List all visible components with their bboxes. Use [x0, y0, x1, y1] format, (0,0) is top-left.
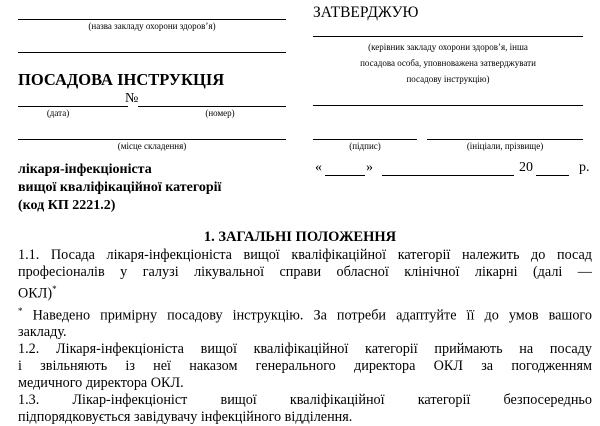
institution-line-2	[18, 52, 286, 53]
initials-caption: (ініціали, прізвище)	[466, 141, 544, 151]
day-line	[325, 175, 365, 176]
number-line	[138, 106, 286, 107]
p2-line-3: медичного директора ОКЛ.	[18, 375, 184, 392]
approver-caption-3: посадову інструкцію)	[406, 74, 490, 84]
p1-line-3	[18, 281, 592, 303]
year-line	[536, 175, 569, 176]
section-body	[18, 247, 592, 426]
place-caption: (місце складення)	[117, 141, 187, 151]
paragraph-2	[18, 341, 592, 392]
section-heading: 1. ЗАГАЛЬНІ ПОЛОЖЕННЯ	[203, 229, 397, 245]
approver-line	[313, 36, 583, 37]
p1-line-1: 1.1. Посада лікаря-інфекціоніста вищої кваліфікаційної категорії належить до посад	[18, 247, 592, 263]
p1-footnote-mark: *	[52, 284, 57, 294]
number-caption: (номер)	[205, 108, 235, 118]
approver-caption-2: посадова особа, уповноважена затверджувати	[360, 58, 536, 68]
p3-line-1: 1.3. Лікар-інфекціоніст вищої кваліфікаційної категорії безпосередньо	[18, 392, 592, 409]
footnote	[18, 303, 592, 342]
footnote-line-2: закладу.	[18, 324, 67, 341]
p1-line-2: професіоналів у галузі лікувальної справи обласної клінічної лікарні (далі —	[18, 264, 592, 280]
position-line-3: (код КП 2221.2)	[18, 198, 116, 213]
position-line-1: лікаря-інфекціоніста	[18, 162, 152, 177]
p3-line-2: підпорядковується завідувачу інфекційного відділення.	[18, 409, 353, 426]
position-line-2: вищої кваліфікаційної категорії	[18, 180, 222, 195]
date-close-quote: »	[366, 160, 373, 175]
approver-caption	[313, 39, 583, 87]
month-line	[382, 175, 514, 176]
institution-caption: (назва закладу охорони здоров’я)	[88, 21, 216, 31]
approve-label: ЗАТВЕРДЖУЮ	[313, 4, 419, 21]
paragraph-3	[18, 392, 592, 426]
p2-line-2: і звільняють із неї наказом генерального директора ОКЛ за погодженням	[18, 358, 592, 375]
year-suffix: р.	[579, 160, 590, 175]
signature-line	[313, 139, 417, 140]
date-open-quote: «	[315, 160, 322, 175]
approver-caption-1: (керівник закладу охорони здоров’я, інша	[368, 42, 528, 52]
p2-line-1: 1.2. Лікаря-інфекціоніста вищої кваліфікаційної категорії приймають на посаду	[18, 341, 592, 358]
paragraph-1	[18, 247, 592, 303]
footnote-line-1	[18, 303, 592, 325]
position-title	[18, 161, 221, 215]
initials-line	[427, 139, 583, 140]
date-caption: (дата)	[46, 108, 70, 118]
year-prefix: 20	[519, 160, 533, 175]
number-sign: №	[125, 91, 139, 106]
document-title: ПОСАДОВА ІНСТРУКЦІЯ	[18, 70, 225, 89]
date-line	[18, 106, 128, 107]
signature-caption: (підпис)	[349, 141, 381, 151]
approval-date	[313, 160, 593, 180]
footnote-mark: *	[18, 305, 23, 316]
p1-end: ОКЛ)	[18, 285, 53, 302]
footnote-text-1: Наведено примірну посадову інструкцію. За потреби адаптуйте її до умов вашого	[22, 307, 592, 324]
approver-line-2	[313, 105, 583, 106]
institution-line	[18, 19, 286, 20]
place-line	[18, 139, 286, 140]
